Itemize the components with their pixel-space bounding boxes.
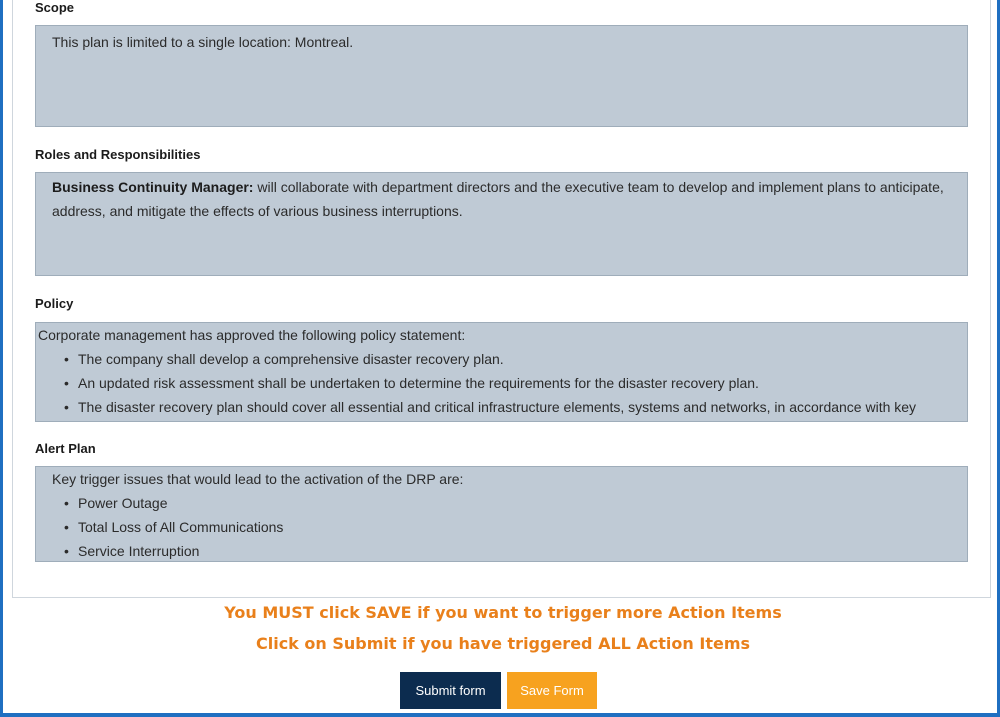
roles-label: Roles and Responsibilities <box>35 147 201 162</box>
alert-label: Alert Plan <box>35 441 96 456</box>
list-item: • Total Loss of All Communications <box>78 515 951 539</box>
policy-intro: Corporate management has approved the following policy statement: <box>38 327 466 343</box>
list-item: • Power Outage <box>78 491 951 515</box>
list-item: • The company shall develop a comprehensive disaster recovery plan. <box>78 347 951 371</box>
role-title: Business Continuity Manager: <box>52 179 254 195</box>
list-item: • Service Interruption <box>78 539 951 562</box>
alert-intro: Key trigger issues that would lead to the activation of the DRP are: <box>52 471 464 487</box>
save-notice: You MUST click SAVE if you want to trigger more Action Items <box>224 603 782 622</box>
alert-list <box>52 491 951 562</box>
policy-list <box>38 347 951 419</box>
list-item: • The disaster recovery plan should cover all essential and critical infrastructure elements, systems and networks, in accordance with key <box>78 395 951 419</box>
scope-text: This plan is limited to a single location: Montreal. <box>52 34 354 50</box>
scope-field[interactable] <box>35 25 968 127</box>
roles-field[interactable] <box>35 172 968 276</box>
alert-field[interactable] <box>35 466 968 562</box>
list-item: • An updated risk assessment shall be undertaken to determine the requirements for the disaster recovery plan. <box>78 371 951 395</box>
submit-notice: Click on Submit if you have triggered ALL Action Items <box>255 634 751 653</box>
roles-text <box>52 175 951 223</box>
policy-field[interactable] <box>35 322 968 422</box>
submit-form-button[interactable]: Submit form <box>400 672 501 709</box>
role-description: will collaborate with department directors and the executive team to develop and implement plans to anticipate, address, and mitigate the effects of various business interruptions. <box>52 179 944 219</box>
save-form-button[interactable]: Save Form <box>507 672 597 709</box>
scope-label: Scope <box>35 0 75 15</box>
policy-label: Policy <box>35 296 74 311</box>
